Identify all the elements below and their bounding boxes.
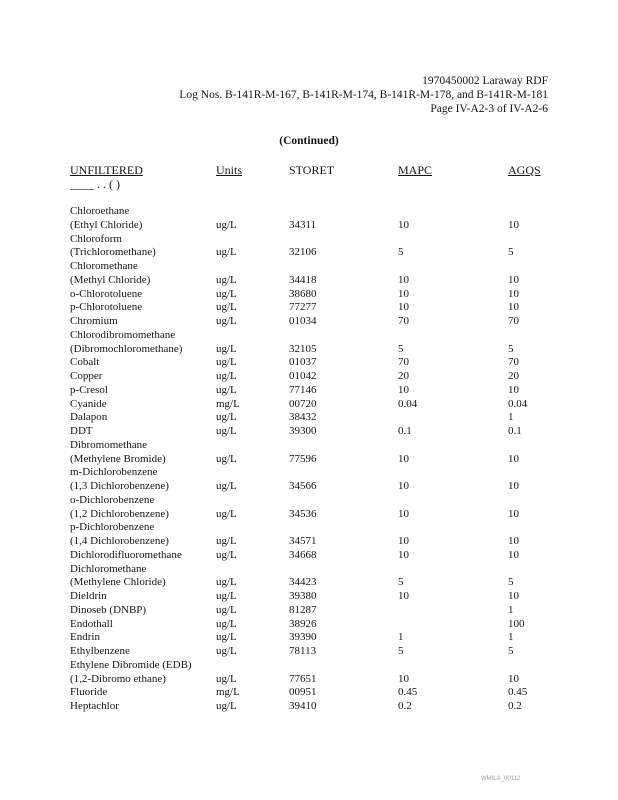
- cell-mapc: 10: [398, 535, 409, 547]
- cell-mapc: 70: [398, 356, 409, 369]
- table-row: [0, 411, 618, 425]
- header-site-id: 1970450002 Laraway RDF: [422, 75, 548, 87]
- cell-name: Fluoride: [70, 686, 108, 699]
- table-row: [0, 508, 618, 522]
- column-header-name: UNFILTERED: [70, 163, 143, 177]
- cell-storet: 34423: [289, 576, 317, 589]
- cell-units: ug/L: [216, 370, 237, 382]
- cell-name: Dinoseb (DNBP): [70, 603, 147, 616]
- cell-agqs: 20: [508, 370, 519, 382]
- cell-units: ug/L: [216, 315, 237, 327]
- table-row: [0, 453, 618, 467]
- table-row: [0, 631, 618, 645]
- cell-name: p-Chlorotoluene: [70, 301, 143, 314]
- cell-units: ug/L: [216, 617, 237, 630]
- table-row: [0, 549, 618, 563]
- cell-name: Chromium: [70, 315, 118, 327]
- cell-mapc: 10: [398, 273, 409, 286]
- table-subheader: ____ . . ( ): [70, 177, 120, 191]
- cell-agqs: 10: [508, 218, 519, 231]
- cell-mapc: 10: [398, 452, 409, 465]
- cell-mapc: 10: [398, 287, 409, 300]
- table-row: [0, 659, 618, 673]
- table-row: [0, 604, 618, 618]
- cell-name: p-Dichlorobenzene: [70, 521, 155, 534]
- cell-storet: 01037: [289, 356, 317, 369]
- cell-units: ug/L: [216, 273, 237, 286]
- cell-units: mg/L: [216, 397, 240, 410]
- cell-name: Dichloromethane: [70, 562, 147, 575]
- cell-units: mg/L: [216, 686, 240, 699]
- cell-agqs: 10: [508, 383, 519, 396]
- cell-agqs: 10: [508, 287, 519, 300]
- cell-storet: 01042: [289, 370, 317, 382]
- cell-agqs: 10: [508, 672, 519, 685]
- cell-storet: 32106: [289, 246, 317, 259]
- cell-mapc: 0.04: [398, 397, 418, 410]
- cell-storet: 39380: [289, 590, 317, 602]
- cell-storet: 34311: [289, 218, 317, 231]
- table-row: [0, 370, 618, 384]
- cell-agqs: 1: [508, 631, 514, 644]
- table-row: [0, 384, 618, 398]
- cell-agqs: 1: [508, 603, 514, 616]
- cell-storet: 34566: [289, 480, 317, 492]
- cell-name: (Methylene Bromide): [70, 452, 166, 465]
- table-row: [0, 356, 618, 370]
- cell-units: ug/L: [216, 603, 237, 616]
- cell-name: Chlorodibromomethane: [70, 328, 176, 341]
- cell-agqs: 0.04: [508, 397, 528, 410]
- cell-storet: 34668: [289, 548, 317, 561]
- table-row: [0, 329, 618, 343]
- cell-units: ug/L: [216, 480, 237, 492]
- cell-mapc: 10: [398, 480, 409, 492]
- cell-name: (1,3 Dichlorobenzene): [70, 480, 169, 492]
- cell-agqs: 5: [508, 576, 514, 589]
- cell-name: p-Cresol: [70, 383, 108, 396]
- cell-storet: 77651: [289, 672, 317, 685]
- table-row: [0, 494, 618, 508]
- cell-mapc: 5: [398, 645, 404, 657]
- cell-agqs: 10: [508, 507, 519, 520]
- cell-mapc: 70: [398, 315, 409, 327]
- cell-units: ug/L: [216, 548, 237, 561]
- cell-name: (1,2-Dibromo ethane): [70, 672, 166, 685]
- cell-mapc: 10: [398, 507, 409, 520]
- cell-agqs: 0.1: [508, 425, 522, 437]
- cell-units: ug/L: [216, 356, 237, 369]
- cell-name: Copper: [70, 370, 103, 382]
- table-header: [0, 163, 618, 177]
- cell-agqs: 5: [508, 246, 514, 259]
- cell-units: ug/L: [216, 590, 237, 602]
- cell-units: ug/L: [216, 700, 237, 712]
- header-log-numbers: Log Nos. B-141R-M-167, B-141R-M-174, B-141R-M-178, and B-141R-M-181: [179, 89, 548, 101]
- table-row: [0, 246, 618, 260]
- table-body: [0, 205, 618, 714]
- cell-units: ug/L: [216, 411, 237, 424]
- cell-units: ug/L: [216, 301, 237, 314]
- cell-name: (Ethyl Chloride): [70, 218, 143, 231]
- cell-mapc: 10: [398, 383, 409, 396]
- cell-units: ug/L: [216, 342, 237, 355]
- cell-storet: 39410: [289, 700, 317, 712]
- cell-storet: 81287: [289, 603, 317, 616]
- cell-agqs: 10: [508, 548, 519, 561]
- cell-name: Dibromomethane: [70, 438, 147, 451]
- cell-name: (Methyl Chloride): [70, 273, 151, 286]
- cell-agqs: 70: [508, 315, 519, 327]
- header-page-number: Page IV-A2-3 of IV-A2-6: [430, 103, 548, 115]
- column-header-units: Units: [216, 163, 243, 177]
- cell-units: ug/L: [216, 246, 237, 259]
- cell-agqs: 0.45: [508, 686, 528, 699]
- table-row: [0, 563, 618, 577]
- cell-storet: 39390: [289, 631, 317, 644]
- cell-agqs: 5: [508, 645, 514, 657]
- table-row: [0, 480, 618, 494]
- cell-mapc: 20: [398, 370, 409, 382]
- table-row: [0, 521, 618, 535]
- cell-units: ug/L: [216, 645, 237, 657]
- table-row: [0, 590, 618, 604]
- cell-name: Heptachlor: [70, 700, 119, 712]
- cell-name: Chloroethane: [70, 205, 130, 217]
- cell-storet: 32105: [289, 342, 317, 355]
- table-row: [0, 439, 618, 453]
- cell-name: o-Chlorotoluene: [70, 287, 143, 300]
- cell-units: ug/L: [216, 218, 237, 231]
- cell-name: o-Dichlorobenzene: [70, 493, 155, 506]
- column-header-agqs: AGQS: [508, 163, 541, 177]
- table-row: [0, 398, 618, 412]
- cell-units: ug/L: [216, 672, 237, 685]
- cell-agqs: 100: [508, 617, 525, 630]
- cell-agqs: 10: [508, 590, 519, 602]
- cell-mapc: 10: [398, 301, 409, 314]
- cell-storet: 78113: [289, 645, 317, 657]
- cell-name: Ethylbenzene: [70, 645, 130, 657]
- cell-storet: 77277: [289, 301, 317, 314]
- table-row: [0, 219, 618, 233]
- table-row: [0, 466, 618, 480]
- cell-name: m-Dichlorobenzene: [70, 466, 158, 479]
- cell-name: (1,2 Dichlorobenzene): [70, 507, 169, 520]
- table-row: [0, 315, 618, 329]
- document-header: [179, 74, 548, 116]
- cell-name: Dichlorodifluoromethane: [70, 548, 182, 561]
- table-row: [0, 618, 618, 632]
- cell-storet: 01034: [289, 315, 317, 327]
- cell-mapc: 0.1: [398, 425, 412, 437]
- column-header-mapc: MAPC: [398, 163, 433, 177]
- cell-storet: 34536: [289, 507, 317, 520]
- cell-agqs: 10: [508, 452, 519, 465]
- table-row: [0, 700, 618, 714]
- cell-name: Dieldrin: [70, 590, 107, 602]
- cell-name: (1,4 Dichlorobenzene): [70, 535, 169, 547]
- cell-mapc: 5: [398, 246, 404, 259]
- cell-storet: 77146: [289, 383, 317, 396]
- cell-units: ug/L: [216, 535, 237, 547]
- cell-storet: 00720: [289, 397, 317, 410]
- cell-mapc: 10: [398, 548, 409, 561]
- cell-mapc: 0.2: [398, 700, 412, 712]
- table-row: [0, 535, 618, 549]
- cell-name: Cyanide: [70, 397, 107, 410]
- cell-name: Chloroform: [70, 232, 122, 245]
- cell-storet: 38926: [289, 617, 317, 630]
- cell-agqs: 10: [508, 480, 519, 492]
- cell-mapc: 1: [398, 631, 404, 644]
- cell-name: Endrin: [70, 631, 100, 644]
- cell-storet: 38680: [289, 287, 317, 300]
- cell-mapc: 10: [398, 672, 409, 685]
- cell-agqs: 0.2: [508, 700, 522, 712]
- cell-name: (Trichloromethane): [70, 246, 156, 259]
- cell-storet: 77596: [289, 452, 317, 465]
- cell-name: Ethylene Dibromide (EDB): [70, 658, 192, 671]
- continued-label: (Continued): [279, 135, 339, 147]
- cell-agqs: 5: [508, 342, 514, 355]
- cell-agqs: 70: [508, 356, 519, 369]
- cell-units: ug/L: [216, 631, 237, 644]
- cell-name: DDT: [70, 425, 93, 437]
- table-row: [0, 205, 618, 219]
- cell-agqs: 1: [508, 411, 514, 424]
- bates-stamp: WMILA_00112: [481, 776, 521, 782]
- table-row: [0, 673, 618, 687]
- cell-storet: 00951: [289, 686, 317, 699]
- cell-mapc: 10: [398, 590, 409, 602]
- cell-name: Cobalt: [70, 356, 100, 369]
- table-row: [0, 343, 618, 357]
- table-row: [0, 233, 618, 247]
- table-row: [0, 274, 618, 288]
- cell-storet: 38432: [289, 411, 317, 424]
- table-row: [0, 576, 618, 590]
- column-header-storet: STORET: [289, 163, 335, 177]
- cell-agqs: 10: [508, 273, 519, 286]
- cell-mapc: 0.45: [398, 686, 418, 699]
- table-row: [0, 260, 618, 274]
- table-row: [0, 288, 618, 302]
- cell-mapc: 10: [398, 218, 409, 231]
- cell-mapc: 5: [398, 576, 404, 589]
- cell-storet: 39300: [289, 425, 317, 437]
- cell-units: ug/L: [216, 383, 237, 396]
- cell-name: Chloromethane: [70, 260, 138, 272]
- cell-name: (Methylene Chloride): [70, 576, 166, 589]
- cell-units: ug/L: [216, 507, 237, 520]
- cell-units: ug/L: [216, 452, 237, 465]
- cell-name: Dalapon: [70, 411, 108, 424]
- table-row: [0, 686, 618, 700]
- cell-units: ug/L: [216, 576, 237, 589]
- cell-agqs: 10: [508, 535, 519, 547]
- cell-units: ug/L: [216, 425, 237, 437]
- cell-name: Endothall: [70, 617, 113, 630]
- table-row: [0, 645, 618, 659]
- table-row: [0, 425, 618, 439]
- cell-name: (Dibromochloromethane): [70, 342, 183, 355]
- cell-storet: 34571: [289, 535, 317, 547]
- cell-storet: 34418: [289, 273, 317, 286]
- cell-agqs: 10: [508, 301, 519, 314]
- table-row: [0, 301, 618, 315]
- cell-mapc: 5: [398, 342, 404, 355]
- cell-units: ug/L: [216, 287, 237, 300]
